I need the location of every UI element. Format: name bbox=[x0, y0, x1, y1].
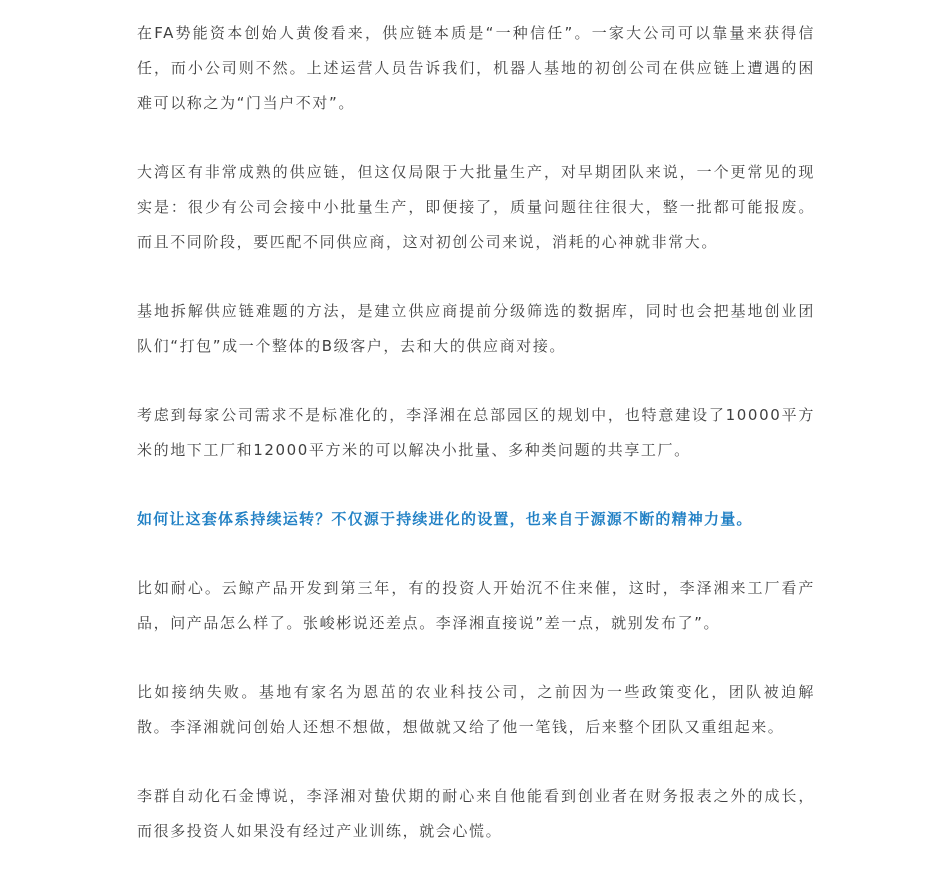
paragraph-accepting-failure: 比如接纳失败。基地有家名为恩茁的农业科技公司，之前因为一些政策变化，团队被迫解散。李泽湘就问创始人还想不想做，想做就又给了他一笔钱，后来整个团队又重组起来。 bbox=[137, 683, 815, 736]
paragraph-patience: 比如耐心。云鲸产品开发到第三年，有的投资人开始沉不住来催，这时，李泽湘来工厂看产品，问产品怎么样了。张峻彬说还差点。李泽湘直接说”差一点，就别发布了”。 bbox=[137, 579, 815, 632]
paragraph-bay-area-supply-chain: 大湾区有非常成熟的供应链，但这仅局限于大批量生产，对早期团队来说，一个更常见的现实是：很少有公司会接中小批量生产，即便接了，质量问题往往很大，整一批都可能报废。而且不同阶段，要匹配不同供应商，这对初创公司来说，消耗的心神就非常大。 bbox=[137, 163, 815, 251]
article-body bbox=[137, 16, 815, 849]
highlight-subheading: 如何让这套体系持续运转？不仅源于持续进化的设置，也来自于源源不断的精神力量。 bbox=[137, 510, 753, 528]
paragraph-supplier-database: 基地拆解供应链难题的方法，是建立供应商提前分级筛选的数据库，同时也会把基地创业团队们“打包”成一个整体的B级客户，去和大的供应商对接。 bbox=[137, 302, 815, 355]
paragraph-shared-factory: 考虑到每家公司需求不是标准化的，李泽湘在总部园区的规划中，也特意建设了10000平方米的地下工厂和12000平方米的可以解决小批量、多种类问题的共享工厂。 bbox=[137, 406, 815, 459]
paragraph-supply-chain-trust: 在FA势能资本创始人黄俊看来，供应链本质是“一种信任”。一家大公司可以靠量来获得信任，而小公司则不然。上述运营人员告诉我们，机器人基地的初创公司在供应链上遭遇的困难可以称之为“门当户不对”。 bbox=[137, 24, 815, 112]
paragraph-investor-patience: 李群自动化石金博说，李泽湘对蛰伏期的耐心来自他能看到创业者在财务报表之外的成长，而很多投资人如果没有经过产业训练，就会心慌。 bbox=[137, 787, 815, 840]
